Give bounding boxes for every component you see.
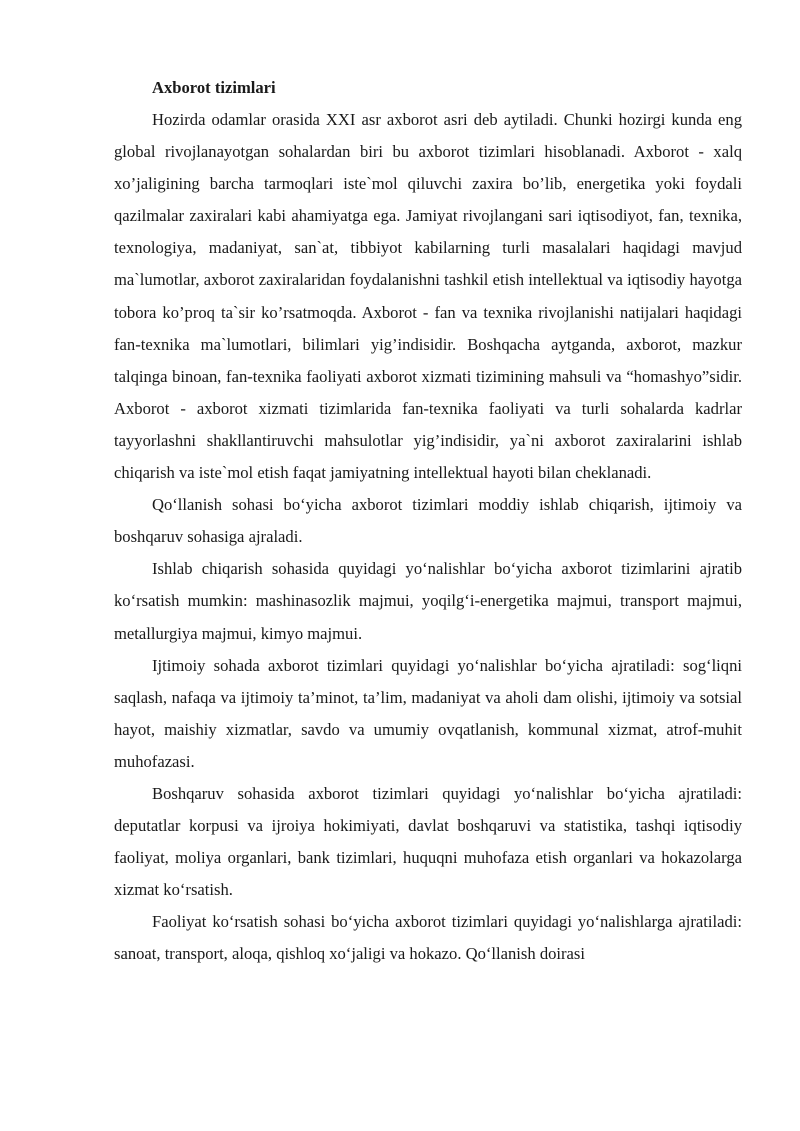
paragraph-activity-sphere: Faoliyat ko‘rsatish sohasi bo‘yicha axborot tizimlari quyidagi yo‘nalishlarga ajratiladi: sanoat, transport, aloqa, qishloq xo‘jaligi va hokazo. Qo‘llanish doirasi bbox=[114, 912, 742, 964]
section-title: Axborot tizimlari bbox=[152, 78, 276, 97]
paragraph-production-sphere: Ishlab chiqarish sohasida quyidagi yo‘nalishlar bo‘yicha axborot tizimlarini ajratib ko‘rsatish mumkin: mashinasozlik majmui, yoqilg‘i-energetika majmui, transport majmui, metallurgiya majmui, kimyo majmui. bbox=[114, 559, 742, 643]
paragraph-social-sphere: Ijtimoiy sohada axborot tizimlari quyidagi yo‘nalishlar bo‘yicha ajratiladi: sog‘liqni saqlash, nafaqa va ijtimoiy ta’minot, ta’lim, madaniyat va aholi dam olishi, ijtimoiy va sotsial hayot, maishiy xizmatlar, savdo va umumiy ovqatlanish, kommunal xizmat, atrof-muhit muhofazasi. bbox=[114, 655, 742, 771]
paragraph-application-areas: Qo‘llanish sohasi bo‘yicha axborot tizimlari moddiy ishlab chiqarish, ijtimoiy va boshqaruv sohasiga ajraladi. bbox=[114, 495, 742, 547]
paragraph-intro: Hozirda odamlar orasida XXI asr axborot asri deb aytiladi. Chunki hozirgi kunda eng global rivojlanayotgan sohalardan biri bu axborot tizimlari hisoblanadi. Axborot - xalq xo’jaligining barcha tarmoqlari iste`mol qiluvchi zaxira bo’lib, energetika yoki foydali qazilmalar zaxiralari kabi ahamiyatga ega. Jamiyat rivojlangani sari iqtisodiyot, fan, texnika, texnologiya, madaniyat, san`at, tibbiyot kabilarning turli masalalari haqidagi mavjud ma`lumotlar, axborot zaxiralaridan foydalanishni tashkil etish intellektual va iqtisodiy hayotga tobora ko’proq ta`sir ko’rsatmoqda. Axborot - fan va texnika rivojlanishi natijalari haqidagi fan-texnika ma`lumotlari, bilimlari yig’indisidir. Boshqacha aytganda, axborot, mazkur talqinga binoan, fan-texnika faoliyati axborot xizmati tizimining mahsuli va “homashyo”sidir. Axborot - axborot xizmati tizimlarida fan-texnika faoliyati va turli sohalarda kadrlar tayyorlashni shakllantiruvchi mahsulotlar yig’indisidir, ya`ni axborot zaxiralarini ishlab chiqarish va iste`mol etish faqat jamiyatning intellektual hayoti bilan cheklanadi. bbox=[114, 110, 742, 483]
paragraph-management-sphere: Boshqaruv sohasida axborot tizimlari quyidagi yo‘nalishlar bo‘yicha ajratiladi: deputatlar korpusi va ijroiya hokimiyati, davlat boshqaruvi va statistika, tashqi iqtisodiy faoliyat, moliya organlari, bank tizimlari, huquqni muhofaza etish organlari va hokazolarga xizmat ko‘rsatish. bbox=[114, 783, 742, 900]
